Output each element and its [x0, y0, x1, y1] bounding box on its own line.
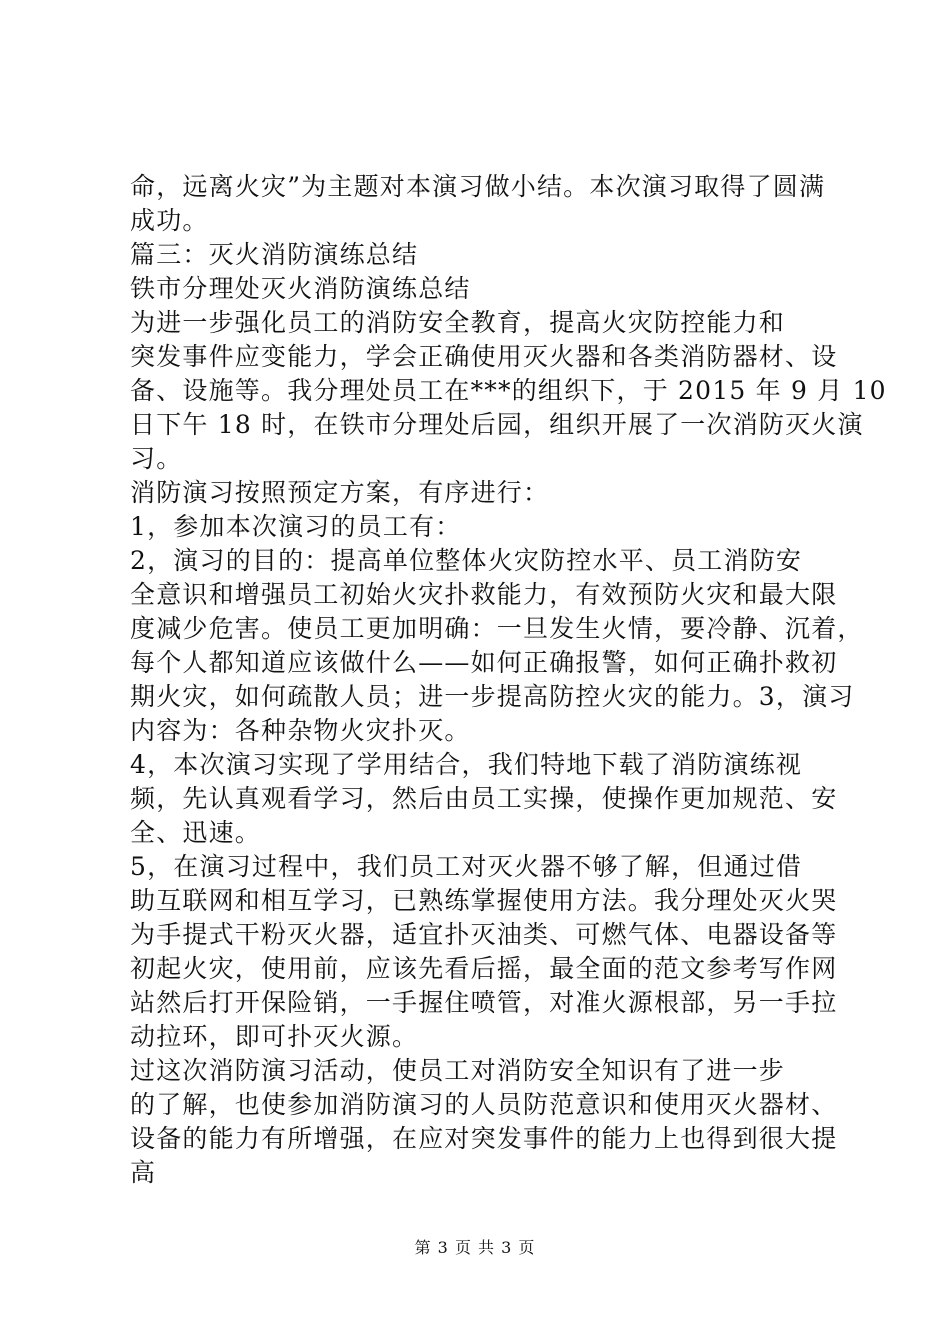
document-title: 铁市分理处灭火消防演练总结 [130, 274, 471, 303]
text-line: 助互联网和相互学习，已熟练掌握使用方法。我分理处灭火哭 [130, 886, 838, 915]
text-line: 每个人都知道应该做什么——如何正确报警，如何正确扑救初 [130, 648, 838, 677]
text-line: 全意识和增强员工初始火灾扑救能力，有效预防火灾和最大限 [130, 580, 838, 609]
text-line: 备、设施等。我分理处员工在***的组织下，于 2015 年 9 月 10 [130, 376, 887, 405]
text-line: 习。 [130, 444, 183, 473]
text-line: 日下午 18 时，在铁市分理处后园，组织开展了一次消防灭火演 [130, 410, 864, 439]
text-line: 消防演习按照预定方案，有序进行： [130, 478, 550, 507]
text-line: 过这次消防演习活动，使员工对消防安全知识有了进一步 [130, 1056, 786, 1085]
text-line: 1，参加本次演习的员工有： [130, 512, 462, 541]
text-line: 站然后打开保险销，一手握住喷管，对准火源根部，另一手拉 [130, 988, 838, 1017]
text-line: 期火灾，如何疏散人员；进一步提高防控火灾的能力。3，演习 [130, 682, 855, 711]
text-line: 为进一步强化员工的消防安全教育，提高火灾防控能力和 [130, 308, 786, 337]
text-line: 成功。 [130, 206, 209, 235]
section-heading: 篇三：灭火消防演练总结 [130, 240, 419, 269]
text-line: 为手提式干粉灭火器，适宜扑灭油类、可燃气体、电器设备等 [130, 920, 838, 949]
text-line: 频，先认真观看学习，然后由员工实操，使操作更加规范、安 [130, 784, 838, 813]
text-line: 设备的能力有所增强，在应对突发事件的能力上也得到很大提 [130, 1124, 838, 1153]
text-line: 4，本次演习实现了学用结合，我们特地下载了消防演练视 [130, 750, 803, 779]
text-line: 内容为：各种杂物火灾扑灭。 [130, 716, 471, 745]
text-line: 度减少危害。使员工更加明确：一旦发生火情，要冷静、沉着， [130, 614, 864, 643]
text-line: 2，演习的目的：提高单位整体火灾防控水平、员工消防安 [130, 546, 803, 575]
text-line: 的了解，也使参加消防演习的人员防范意识和使用灭火器材、 [130, 1090, 838, 1119]
text-line: 命，远离火灾”为主题对本演习做小结。本次演习取得了圆满 [130, 172, 826, 201]
text-line: 突发事件应变能力，学会正确使用灭火器和各类消防器材、设 [130, 342, 838, 371]
text-line: 动拉环，即可扑灭火源。 [130, 1022, 419, 1051]
text-line: 5，在演习过程中，我们员工对灭火器不够了解，但通过借 [130, 852, 803, 881]
text-line: 高 [130, 1158, 157, 1187]
document-body [130, 170, 887, 1190]
page-footer [0, 1238, 950, 1258]
text-line: 全、迅速。 [130, 818, 262, 847]
text-line: 初起火灾，使用前，应该先看后摇，最全面的范文参考写作网 [130, 954, 838, 983]
page-number: 第 3 页 共 3 页 [414, 1238, 536, 1257]
